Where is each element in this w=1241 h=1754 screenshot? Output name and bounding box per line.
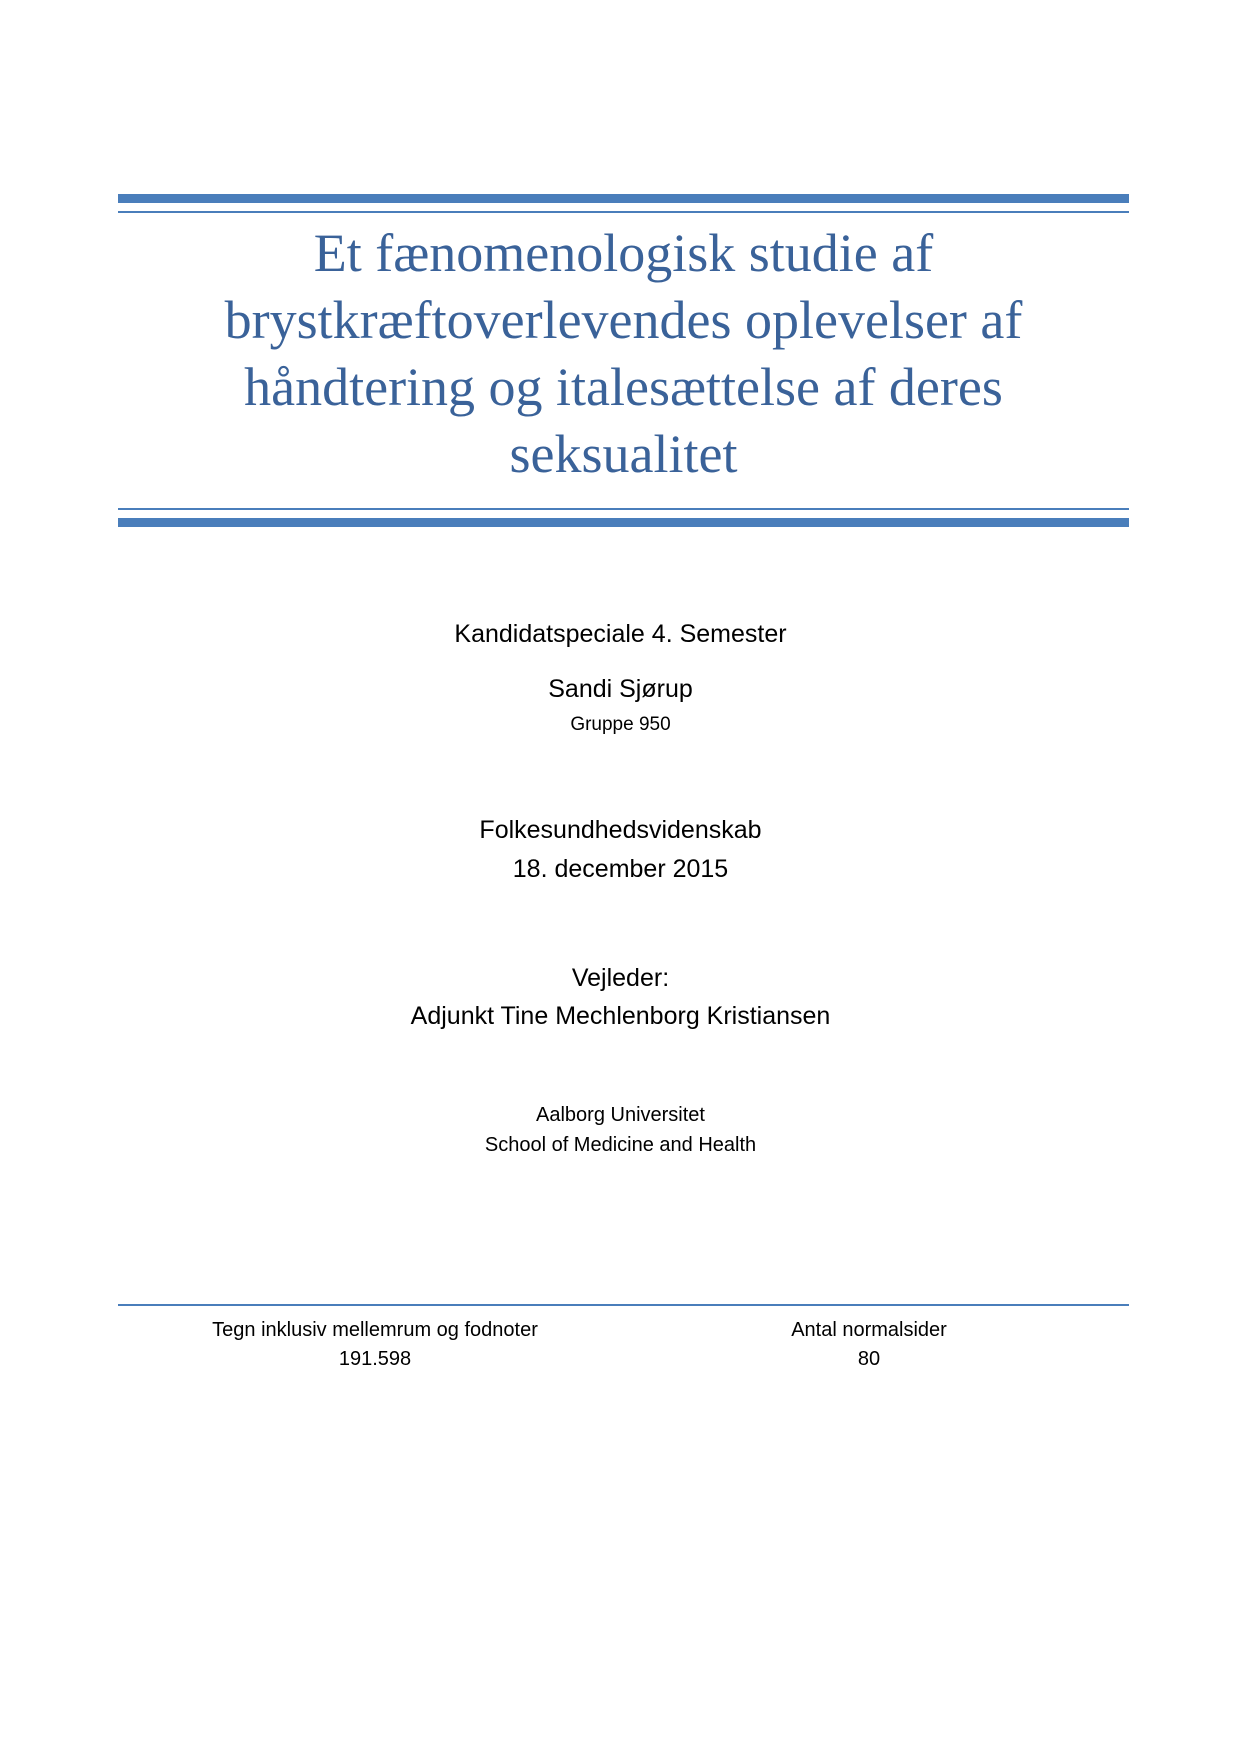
title-line: håndtering og italesættelse af deres [244,357,1003,417]
subtitle: Kandidatspeciale 4. Semester [454,620,787,648]
document-title [118,220,1129,488]
title-line: seksualitet [509,424,738,484]
supervisor-label: Vejleder: [571,964,670,992]
title-line: Et fænomenologisk studie af [313,223,934,283]
top-thick-rule [118,194,1129,203]
bottom-thick-rule [118,518,1129,527]
date: 18. december 2015 [512,855,729,883]
supervisor: Adjunkt Tine Mechlenborg Kristiansen [410,1002,831,1030]
group: Gruppe 950 [570,714,671,735]
bottom-thin-rule [118,508,1129,510]
chars-label: Tegn inklusiv mellemrum og fodnoter [212,1319,538,1341]
school: School of Medicine and Health [484,1134,757,1156]
chars-value: 191.598 [338,1348,412,1370]
title-line: brystkræftoverlevendes oplevelser af [224,290,1023,350]
pages-stat [791,1316,947,1374]
chars-stat [212,1316,538,1374]
stats-rule [118,1304,1129,1306]
field: Folkesundhedsvidenskab [479,816,762,844]
university: Aalborg Universitet [536,1104,705,1126]
author: Sandi Sjørup [548,675,693,703]
pages-value: 80 [857,1348,881,1370]
pages-label: Antal normalsider [791,1319,947,1341]
top-thin-rule [118,211,1129,213]
